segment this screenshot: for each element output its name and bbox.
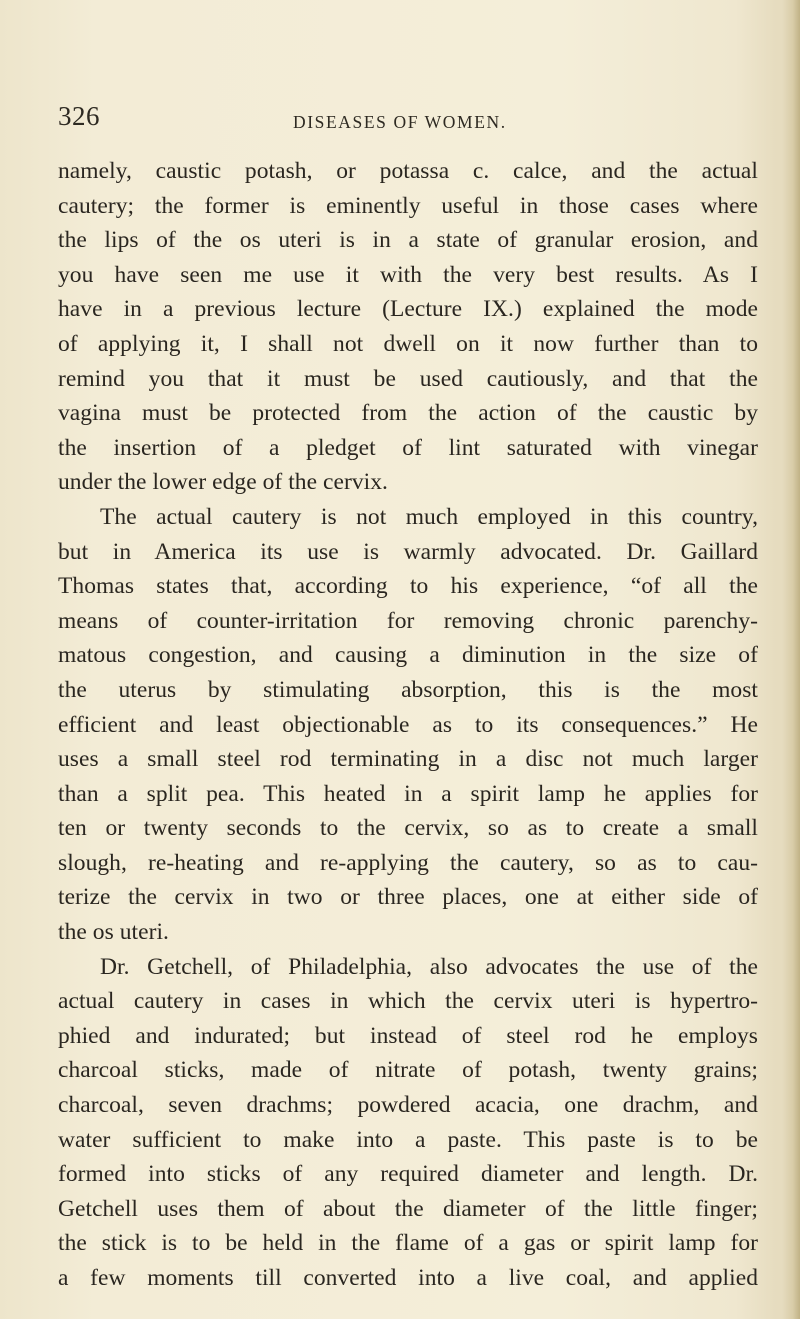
text-line: uses a small steel rod terminating in a disc not much larger xyxy=(58,746,758,773)
text-line: the uterus by stimulating absorption, this is the most xyxy=(58,676,758,703)
text-line: vagina must be protected from the action of the caustic by xyxy=(58,400,758,427)
text-line: means of counter-irritation for removing chronic parenchy- xyxy=(58,607,758,634)
text-line: charcoal, seven drachms; powdered acacia, one drachm, and xyxy=(58,1092,758,1119)
text-line: of applying it, I shall not dwell on it now further than to xyxy=(58,330,758,357)
text-line: namely, caustic potash, or potassa c. calce, and the actual xyxy=(58,158,758,184)
body-text xyxy=(58,154,758,1296)
text-line: under the lower edge of the cervix. xyxy=(58,469,388,496)
text-line: terize the cervix in two or three places, one at either side of xyxy=(58,884,758,911)
text-line: cautery; the former is eminently useful in those cases where xyxy=(58,192,758,219)
paragraph-start-line: The actual cautery is not much employed in this country, xyxy=(100,503,758,530)
text-line: efficient and least objectionable as to its consequences.” He xyxy=(58,711,758,738)
text-line: than a split pea. This heated in a spirit lamp he applies for xyxy=(58,780,758,807)
text-line: Getchell uses them of about the diameter of the little finger; xyxy=(58,1195,758,1222)
text-line: the lips of the os uteri is in a state of granular erosion, and xyxy=(58,227,758,254)
paragraph-start-line: Dr. Getchell, of Philadelphia, also advocates the use of the xyxy=(100,953,758,980)
text-line: water sufficient to make into a paste. This paste is to be xyxy=(58,1126,758,1153)
text-line: matous congestion, and causing a diminution in the size of xyxy=(58,642,758,669)
text-line: Thomas states that, according to his experience, “of all the xyxy=(58,573,758,600)
text-line: but in America its use is warmly advocated. Dr. Gaillard xyxy=(58,538,758,565)
text-line: actual cautery in cases in which the cervix uteri is hypertro- xyxy=(58,988,758,1015)
text-line: phied and indurated; but instead of steel rod he employs xyxy=(58,1022,758,1049)
text-line: have in a previous lecture (Lecture IX.) explained the mode xyxy=(58,296,758,323)
text-line: slough, re-heating and re-applying the cautery, so as to cau- xyxy=(58,849,758,876)
text-line: formed into sticks of any required diameter and length. Dr. xyxy=(58,1161,758,1188)
text-line: you have seen me use it with the very best results. As I xyxy=(58,261,758,288)
page-number: 326 xyxy=(58,101,100,131)
text-line: the os uteri. xyxy=(58,919,169,946)
text-line: the stick is to be held in the flame of a gas or spirit lamp for xyxy=(58,1230,758,1257)
running-head: DISEASES OF WOMEN. xyxy=(293,112,507,132)
text-line: charcoal sticks, made of nitrate of potash, twenty grains; xyxy=(58,1057,758,1084)
text-line: a few moments till converted into a live coal, and applied xyxy=(58,1265,758,1291)
text-line: remind you that it must be used cautiously, and that the xyxy=(58,365,758,392)
page-header xyxy=(58,101,748,135)
page-edge-shadow xyxy=(782,0,800,1319)
text-line: the insertion of a pledget of lint saturated with vinegar xyxy=(58,434,758,461)
text-line: ten or twenty seconds to the cervix, so as to create a small xyxy=(58,815,758,842)
